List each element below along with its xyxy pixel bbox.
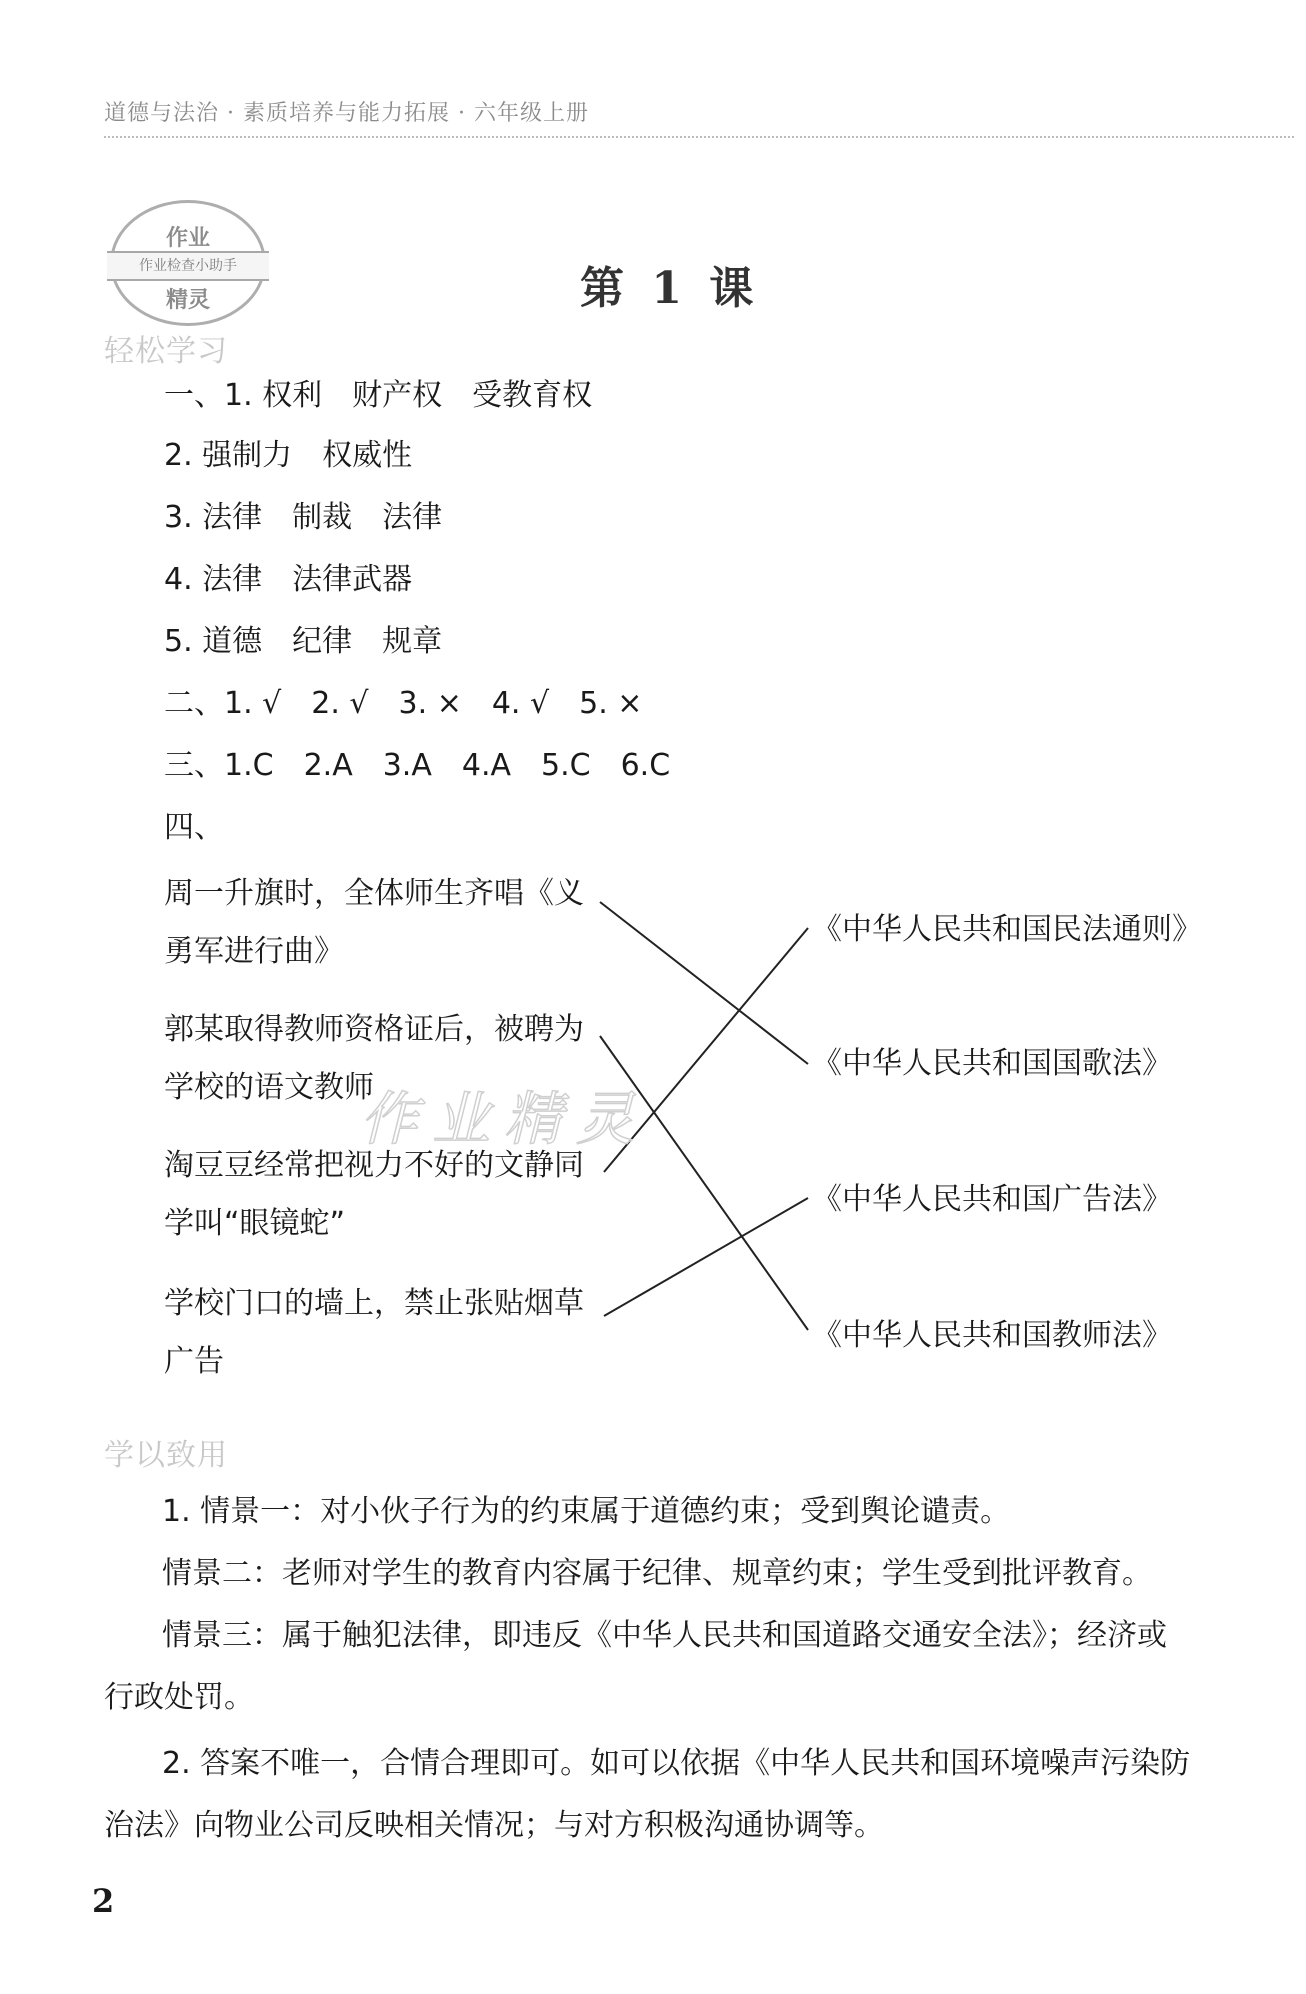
match-left-4-line1: 学校门口的墙上，禁止张贴烟草 (164, 1286, 584, 1321)
stamp-bottom-text: 精灵 (165, 287, 210, 313)
match-left-4-line2: 广告 (164, 1344, 224, 1379)
application-answer-line-4: 行政处罚。 (104, 1680, 254, 1715)
match-right-teachers-law: 《中华人民共和国教师法》 (812, 1318, 1172, 1353)
stamp-band-text: 作业检查小助手 (107, 251, 269, 281)
answer-line-2: 2. 强制力 权威性 (164, 438, 413, 473)
answer-line-5: 5. 道德 纪律 规章 (164, 624, 443, 659)
page-number: 2 (92, 1882, 115, 1920)
section-label-apply: 学以致用 (104, 1438, 228, 1473)
watermark-text: 作业精灵 (360, 1085, 649, 1153)
match-left-2-line1: 郭某取得教师资格证后，被聘为 (164, 1012, 584, 1047)
answer-line-3: 3. 法律 制裁 法律 (164, 500, 443, 535)
match-right-civil-law: 《中华人民共和国民法通则》 (812, 912, 1202, 947)
match-left-1-line2: 勇军进行曲》 (164, 934, 344, 969)
match-left-3-line2: 学叫“眼镜蛇” (164, 1206, 346, 1241)
match-line-anthem (600, 902, 808, 1064)
application-answer-line-6: 治法》向物业公司反映相关情况；与对方积极沟通协调等。 (104, 1808, 884, 1843)
application-answer-line-2: 情景二：老师对学生的教育内容属于纪律、规章约束；学生受到批评教育。 (162, 1556, 1152, 1591)
match-left-2-line2: 学校的语文教师 (164, 1070, 374, 1105)
running-header: 道德与法治 · 素质培养与能力拓展 · 六年级上册 (104, 101, 589, 126)
answer-line-choice: 三、1.C 2.A 3.A 4.A 5.C 6.C (164, 748, 671, 783)
match-left-1-line1: 周一升旗时，全体师生齐唱《义 (164, 876, 584, 911)
match-left-3-line1: 淘豆豆经常把视力不好的文静同 (164, 1148, 584, 1183)
application-answer-line-3: 情景三：属于触犯法律，即违反《中华人民共和国道路交通安全法》；经济或 (162, 1618, 1167, 1653)
answer-line-1: 一、1. 权利 财产权 受教育权 (164, 378, 593, 413)
match-line-advertising (604, 1198, 808, 1316)
match-right-advertising-law: 《中华人民共和国广告法》 (812, 1182, 1172, 1217)
application-answer-line-1: 1. 情景一：对小伙子行为的约束属于道德约束；受到舆论谴责。 (162, 1494, 1011, 1529)
lesson-title: 第 1 课 (580, 263, 760, 314)
answer-line-4: 4. 法律 法律武器 (164, 562, 413, 597)
match-right-anthem-law: 《中华人民共和国国歌法》 (812, 1046, 1172, 1081)
answer-line-truefalse: 二、1. √ 2. √ 3. × 4. √ 5. × (164, 686, 643, 721)
answer-line-matching-heading: 四、 (164, 810, 224, 845)
section-label-easy-study: 轻松学习 (104, 334, 228, 369)
application-answer-line-5: 2. 答案不唯一，合情合理即可。如可以依据《中华人民共和国环境噪声污染防 (162, 1746, 1191, 1781)
stamp-top-text: 作业 (165, 225, 210, 251)
